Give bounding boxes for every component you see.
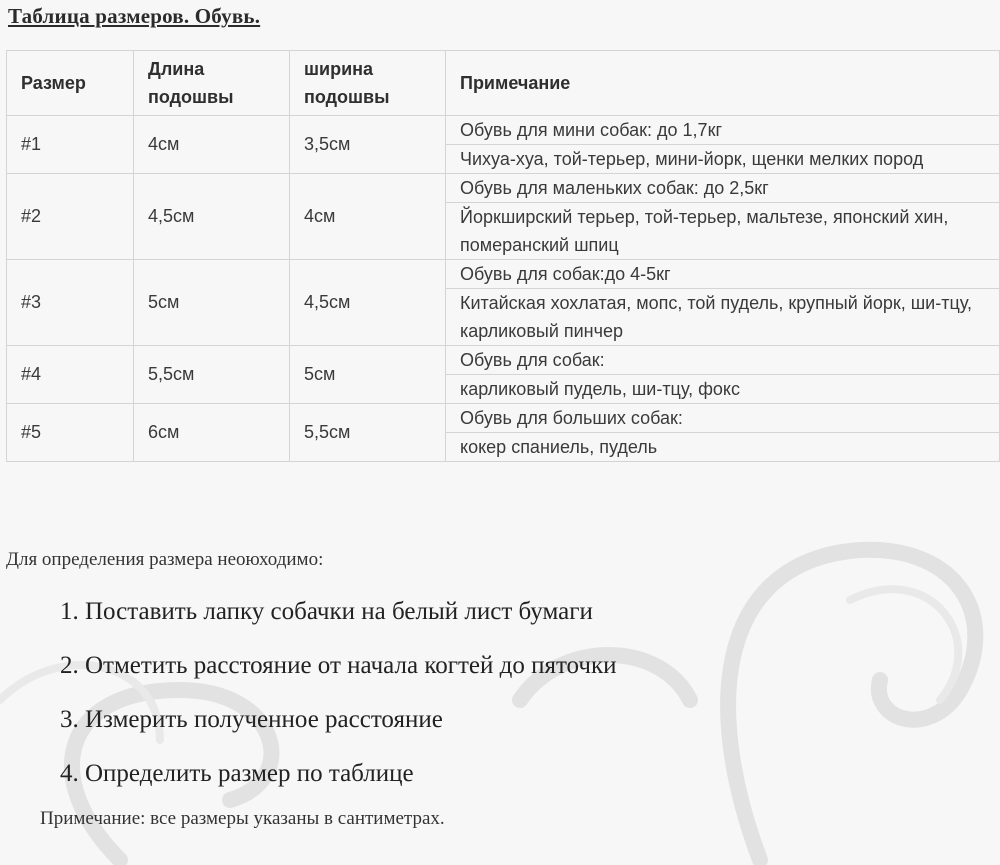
intro-text: Для определения размера неоюходимо: <box>6 549 324 570</box>
note-cell: Китайская хохлатая, мопс, той пудель, крупный йорк, ши-тцу, карликовый пинчер <box>446 289 1000 346</box>
steps-list <box>40 590 617 806</box>
table-row <box>7 346 1000 375</box>
list-item: 2. Отметить расстояние от начала когтей до пяточки <box>85 644 617 698</box>
note-cell: кокер спаниель, пудель <box>446 433 1000 462</box>
note-cell: Йоркширский терьер, той-терьер, мальтезе, японский хин, померанский шпиц <box>446 203 1000 260</box>
width-cell: 5см <box>290 346 446 404</box>
width-cell: 4,5см <box>290 260 446 346</box>
table-row <box>7 260 1000 289</box>
table-header-row <box>7 51 1000 116</box>
size-cell: #4 <box>7 346 134 404</box>
header-size: Размер <box>7 51 134 116</box>
length-cell: 4,5см <box>134 174 290 260</box>
header-length: Длина подошвы <box>134 51 290 116</box>
list-item: 4. Определить размер по таблице <box>85 752 617 806</box>
header-note: Примечание <box>446 51 1000 116</box>
note-cell: Обувь для маленьких собак: до 2,5кг <box>446 174 1000 203</box>
table-row <box>7 404 1000 433</box>
note-cell: карликовый пудель, ши-тцу, фокс <box>446 375 1000 404</box>
length-cell: 4см <box>134 116 290 174</box>
note-cell: Чихуа-хуа, той-терьер, мини-йорк, щенки мелких пород <box>446 145 1000 174</box>
length-cell: 5,5см <box>134 346 290 404</box>
header-width: ширина подошвы <box>290 51 446 116</box>
note-cell: Обувь для собак:до 4-5кг <box>446 260 1000 289</box>
table-row <box>7 116 1000 145</box>
note-cell: Обувь для больших собак: <box>446 404 1000 433</box>
length-cell: 5см <box>134 260 290 346</box>
width-cell: 3,5см <box>290 116 446 174</box>
list-item: 1. Поставить лапку собачки на белый лист бумаги <box>85 590 617 644</box>
width-cell: 4см <box>290 174 446 260</box>
size-cell: #5 <box>7 404 134 462</box>
size-table <box>6 50 1000 462</box>
list-item: 3. Измерить полученное расстояние <box>85 698 617 752</box>
size-cell: #3 <box>7 260 134 346</box>
size-cell: #1 <box>7 116 134 174</box>
page-title: Таблица размеров. Обувь. <box>8 4 261 28</box>
size-cell: #2 <box>7 174 134 260</box>
footnote: Примечание: все размеры указаны в сантиметрах. <box>40 808 445 829</box>
table-row <box>7 174 1000 203</box>
note-cell: Обувь для собак: <box>446 346 1000 375</box>
width-cell: 5,5см <box>290 404 446 462</box>
length-cell: 6см <box>134 404 290 462</box>
note-cell: Обувь для мини собак: до 1,7кг <box>446 116 1000 145</box>
